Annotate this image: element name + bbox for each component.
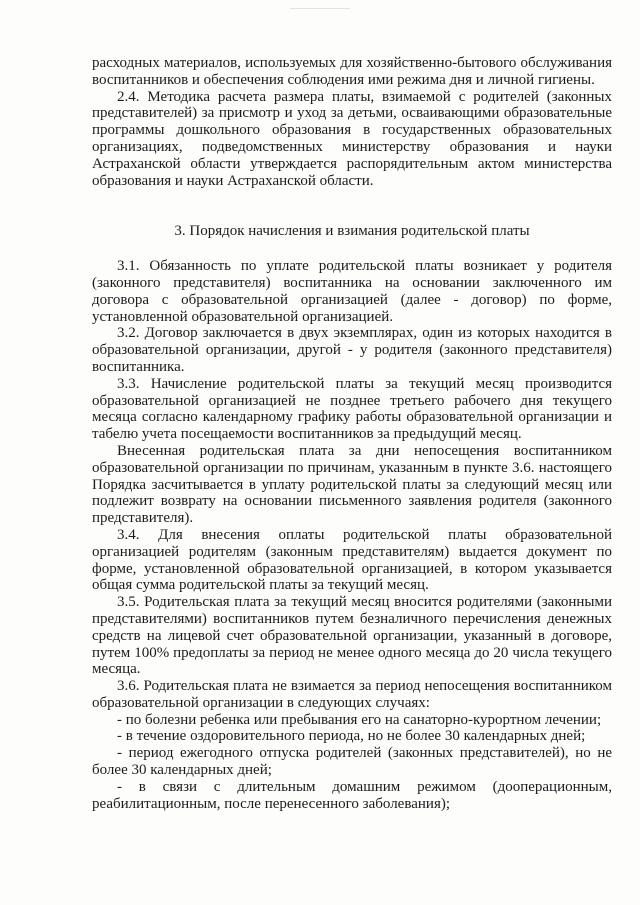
paragraph-2-4: 2.4. Методика расчета размера платы, взимаемой с родителей (законных представителей) за присмотр и уход за детьми, осваивающими образовательные программы дошкольного образования в государственных образовательных организациях, подведомственных министерству образования и науки Астраханской области утверждается распорядительным актом министерства образования и науки Астраханской области. xyxy=(92,88,612,189)
paragraph-3-6: 3.6. Родительская плата не взимается за период непосещения воспитанником образовательной организации в следующих случаях: xyxy=(92,678,612,711)
paragraph-3-3-refund: Внесенная родительская плата за дни непосещения воспитанником образовательной организации по причинам, указанным в пункте 3.6. настоящего Порядка засчитывается в уплату родительской платы за следующий месяц или подлежит возврату на основании письменного заявления родителя (законного представителя). xyxy=(92,442,612,527)
scan-mark xyxy=(290,8,350,9)
paragraph-continuation: расходных материалов, используемых для хозяйственно-бытового обслуживания воспитанников и обеспечения соблюдения ими режима дня и личной гигиены. xyxy=(92,55,612,88)
list-item-health-period: - в течение оздоровительного периода, но не более 30 календарных дней; xyxy=(117,728,586,745)
paragraph-3-5: 3.5. Родительская плата за текущий месяц вносится родителями (законными представителями) воспитанников путем безналичного перечисления денежных средств на лицевой счет образовательной организации, указанный в договоре, путем 100% предоплаты за период не менее одного месяца до 20 числа текущего месяца. xyxy=(92,594,612,678)
paragraph-3-4: 3.4. Для внесения оплаты родительской платы образовательной организацией родителям (законным представителям) выдается документ по форме, установленной образовательной организацией, в котором указывается общая сумма родительской платы за текущий месяц. xyxy=(92,526,612,594)
section-heading: 3. Порядок начисления и взимания родительской платы xyxy=(174,223,530,240)
paragraph-3-1: 3.1. Обязанность по уплате родительской платы возникает у родителя (законного представителя) воспитанника на основании заключенного им договора с образовательной организацией (далее - договор) по форме, установленной образовательной организацией. xyxy=(92,258,612,325)
list-item-home-regime: - в связи с длительным домашним режимом (дооперационным, реабилитационным, после перенесенного заболевания); xyxy=(92,778,612,812)
list-item-illness: - по болезни ребенка или пребывания его на санаторно-курортном лечении; xyxy=(117,711,602,728)
paragraph-3-2: 3.2. Договор заключается в двух экземплярах, один из которых находится в образовательной организации, другой - у родителя (законного представителя) воспитанника. xyxy=(92,325,612,375)
paragraph-3-3: 3.3. Начисление родительской платы за текущий месяц производится образовательной организацией не позднее третьего рабочего дня текущего месяца согласно календарному графику работы образовательной организации и табелю учета посещаемости воспитанников за предыдущий месяц. xyxy=(92,375,612,443)
document-body xyxy=(92,55,612,812)
list-item-parent-vacation: - период ежегодного отпуска родителей (законных представителей), но не более 30 календарных дней; xyxy=(92,745,612,779)
